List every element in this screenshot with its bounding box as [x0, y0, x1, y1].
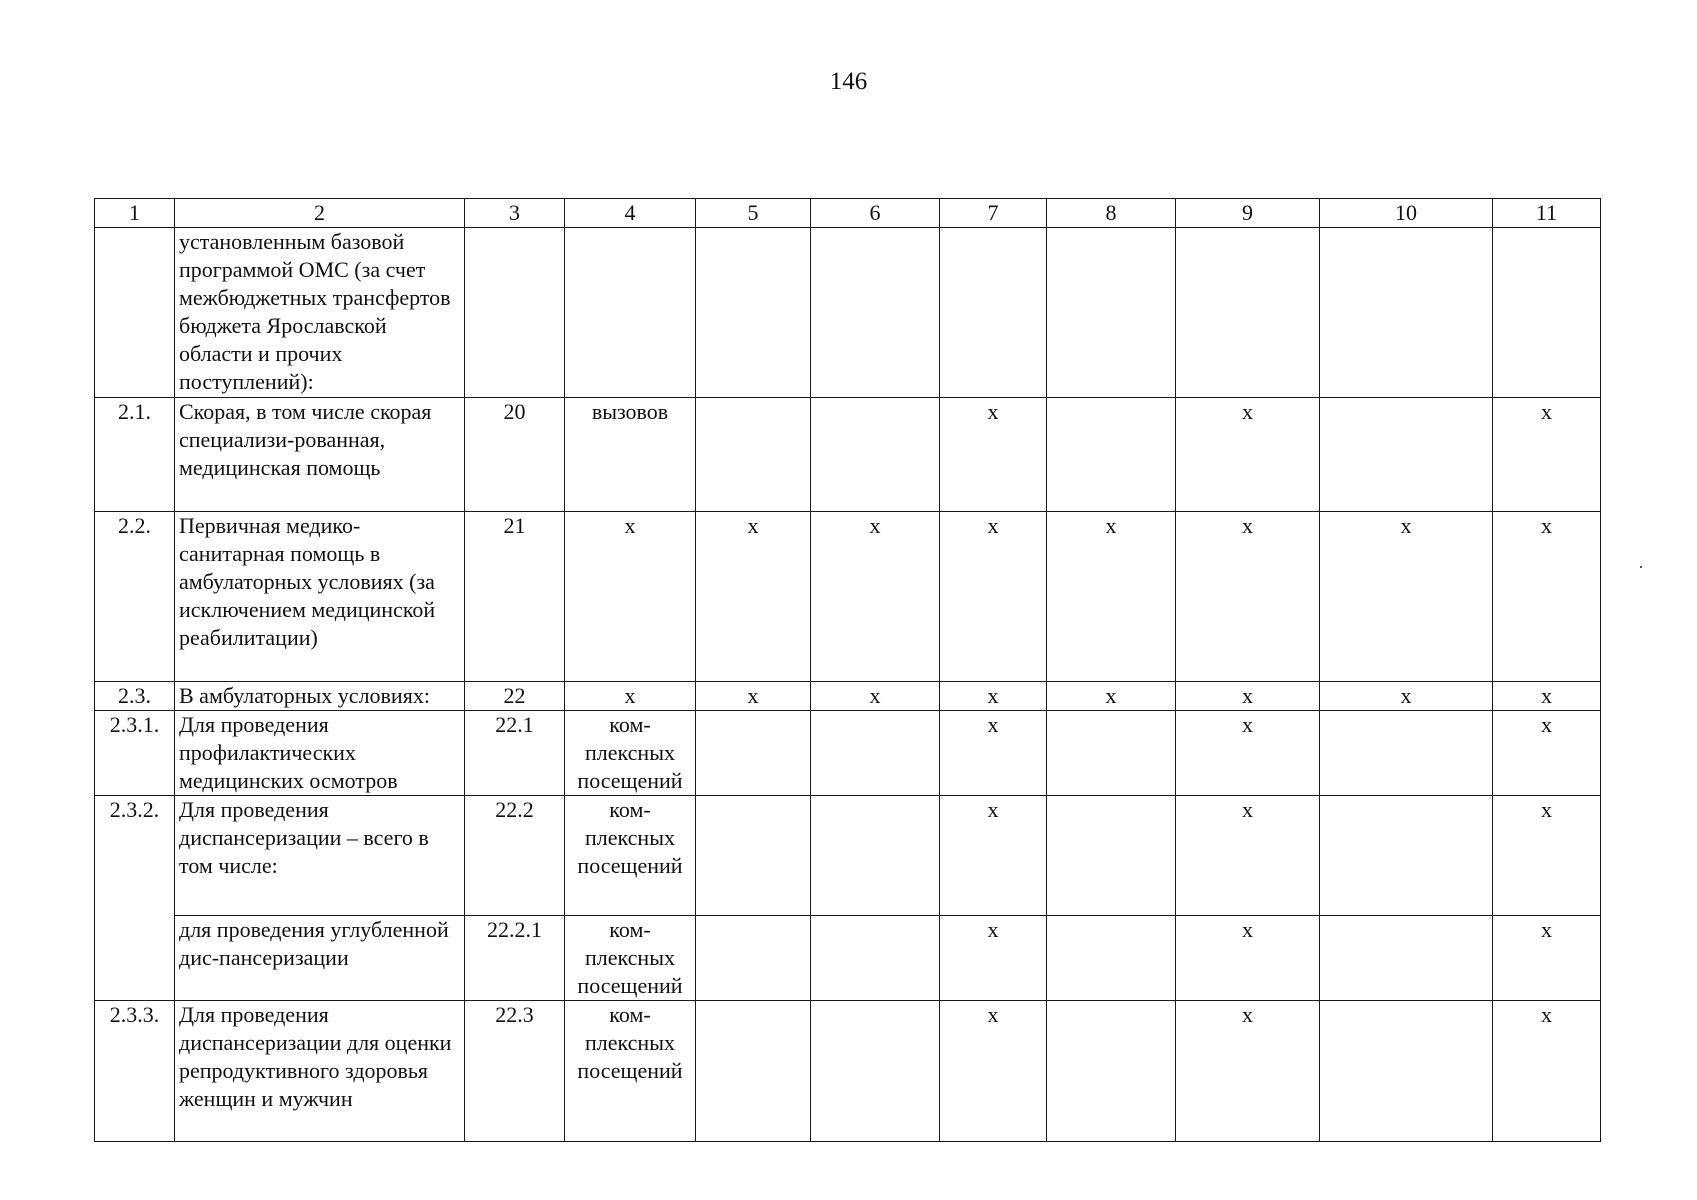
unit-cell: х	[565, 512, 696, 682]
value-cell: х	[1176, 398, 1320, 512]
value-cell: х	[1493, 796, 1601, 916]
value-cell	[1320, 916, 1493, 1001]
value-cell: х	[1493, 682, 1601, 711]
value-cell: х	[1320, 682, 1493, 711]
value-cell: х	[1493, 711, 1601, 796]
page-number: 146	[829, 68, 868, 95]
value-cell	[1047, 1001, 1176, 1142]
column-number: 10	[1320, 199, 1493, 228]
value-cell	[1176, 228, 1320, 398]
row-number: 22.1	[465, 711, 565, 796]
value-cell	[1047, 228, 1176, 398]
column-number: 8	[1047, 199, 1176, 228]
value-cell	[1320, 228, 1493, 398]
column-number: 9	[1176, 199, 1320, 228]
value-cell	[696, 398, 811, 512]
value-cell: х	[1176, 512, 1320, 682]
row-description: Для проведения профилактических медицинских осмотров	[175, 711, 465, 796]
value-cell: х	[1493, 512, 1601, 682]
value-cell: х	[1047, 512, 1176, 682]
column-number: 2	[175, 199, 465, 228]
value-cell	[696, 711, 811, 796]
value-cell: х	[1320, 512, 1493, 682]
value-cell: х	[696, 512, 811, 682]
column-number: 5	[696, 199, 811, 228]
table-row	[95, 512, 1601, 682]
value-cell: х	[1493, 1001, 1601, 1142]
table-row	[95, 711, 1601, 796]
row-code: 2.3.1.	[95, 711, 175, 796]
value-cell	[811, 916, 940, 1001]
value-cell: х	[940, 682, 1047, 711]
column-number: 7	[940, 199, 1047, 228]
value-cell: х	[811, 682, 940, 711]
value-cell: х	[940, 796, 1047, 916]
value-cell: х	[1176, 1001, 1320, 1142]
value-cell	[696, 796, 811, 916]
table-row	[95, 796, 1601, 916]
value-cell	[811, 796, 940, 916]
row-description: Для проведения диспансеризации – всего в том числе:	[175, 796, 465, 916]
column-number: 6	[811, 199, 940, 228]
row-description: Для проведения диспансеризации для оценки репродуктивного здоровья женщин и мужчин	[175, 1001, 465, 1142]
row-code: 2.3.	[95, 682, 175, 711]
value-cell: х	[940, 1001, 1047, 1142]
row-description: установленным базовой программой ОМС (за счет межбюджетных трансфертов бюджета Ярославской области и прочих поступлений):	[175, 228, 465, 398]
value-cell	[940, 228, 1047, 398]
unit-cell: ком-плексных посещений	[565, 711, 696, 796]
value-cell	[811, 711, 940, 796]
row-number: 22.2	[465, 796, 565, 916]
table-row	[95, 682, 1601, 711]
unit-cell: ком-плексных посещений	[565, 916, 696, 1001]
unit-cell	[565, 228, 696, 398]
row-description: Скорая, в том числе скорая специализи-рованная, медицинская помощь	[175, 398, 465, 512]
value-cell	[1047, 796, 1176, 916]
value-cell: х	[1176, 682, 1320, 711]
data-table	[94, 198, 1601, 1142]
value-cell: х	[696, 682, 811, 711]
column-number-row	[95, 199, 1601, 228]
unit-cell: ком-плексных посещений	[565, 796, 696, 916]
row-code	[95, 228, 175, 398]
value-cell: х	[940, 916, 1047, 1001]
row-code: 2.1.	[95, 398, 175, 512]
value-cell: х	[940, 711, 1047, 796]
value-cell: х	[811, 512, 940, 682]
scan-speck	[1640, 566, 1642, 568]
value-cell	[1493, 228, 1601, 398]
row-number: 22.2.1	[465, 916, 565, 1001]
value-cell	[811, 228, 940, 398]
value-cell	[811, 398, 940, 512]
value-cell: х	[1493, 398, 1601, 512]
row-code: 2.3.2.	[95, 796, 175, 1001]
value-cell: х	[1493, 916, 1601, 1001]
row-description: для проведения углубленной дис-пансеризации	[175, 916, 465, 1001]
value-cell	[696, 916, 811, 1001]
value-cell	[696, 1001, 811, 1142]
row-description: Первичная медико-санитарная помощь в амбулаторных условиях (за исключением медицинской реабилитации)	[175, 512, 465, 682]
row-number: 22	[465, 682, 565, 711]
row-code: 2.3.3.	[95, 1001, 175, 1142]
value-cell: х	[1176, 796, 1320, 916]
table-row	[95, 1001, 1601, 1142]
column-number: 4	[565, 199, 696, 228]
table-row	[95, 398, 1601, 512]
value-cell: х	[940, 512, 1047, 682]
value-cell	[696, 228, 811, 398]
value-cell	[1320, 398, 1493, 512]
column-number: 3	[465, 199, 565, 228]
value-cell: х	[1176, 711, 1320, 796]
value-cell	[1320, 1001, 1493, 1142]
value-cell	[1047, 398, 1176, 512]
row-description: В амбулаторных условиях:	[175, 682, 465, 711]
value-cell: х	[1176, 916, 1320, 1001]
unit-cell: вызовов	[565, 398, 696, 512]
value-cell: х	[1047, 682, 1176, 711]
table-row	[95, 228, 1601, 398]
value-cell	[1320, 711, 1493, 796]
value-cell: х	[940, 398, 1047, 512]
value-cell	[1047, 711, 1176, 796]
row-number: 22.3	[465, 1001, 565, 1142]
row-number: 20	[465, 398, 565, 512]
row-number: 21	[465, 512, 565, 682]
value-cell	[811, 1001, 940, 1142]
table-row	[95, 916, 1601, 1001]
column-number: 11	[1493, 199, 1601, 228]
column-number: 1	[95, 199, 175, 228]
row-code: 2.2.	[95, 512, 175, 682]
value-cell	[1320, 796, 1493, 916]
unit-cell: х	[565, 682, 696, 711]
unit-cell: ком-плексных посещений	[565, 1001, 696, 1142]
row-number	[465, 228, 565, 398]
value-cell	[1047, 916, 1176, 1001]
